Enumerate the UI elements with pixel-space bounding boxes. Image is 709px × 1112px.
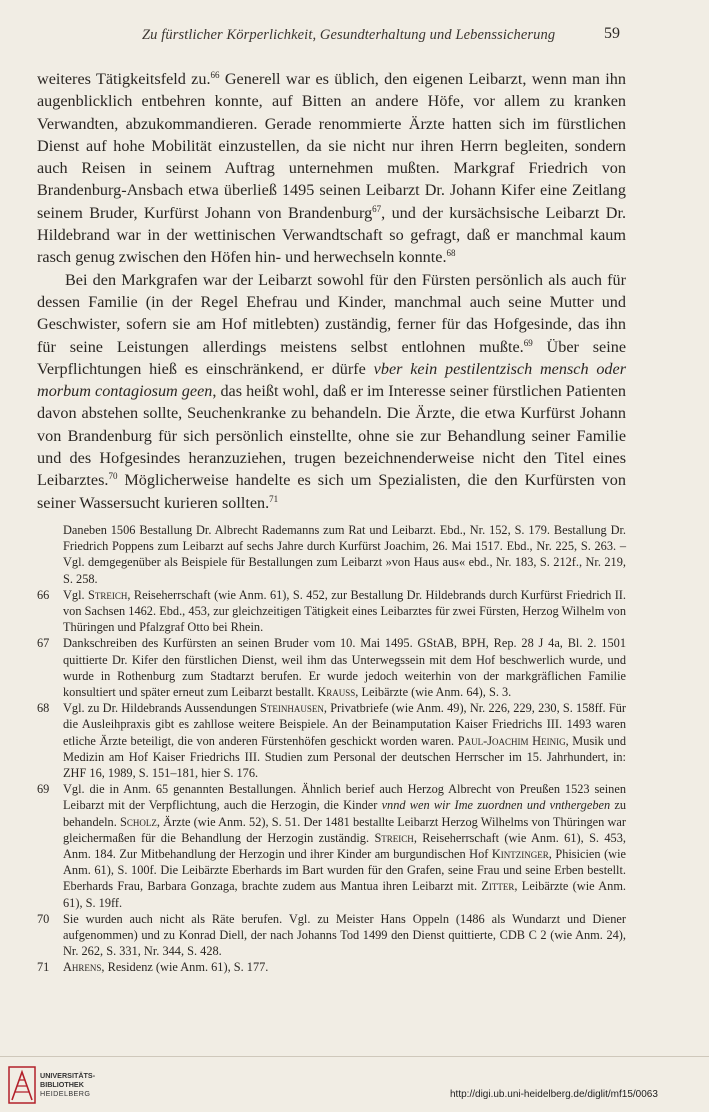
footnote-71: 71 Ahrens, Residenz (wie Anm. 61), S. 177. xyxy=(37,960,269,975)
running-title: Zu fürstlicher Körperlichkeit, Gesundterhaltung und Lebenssicherung xyxy=(142,27,556,43)
footnote-ref-66[interactable]: 66 xyxy=(210,70,220,80)
paragraph-1: weiteres Tätigkeitsfeld zu.$^{66}$ Generell war es üblich, den eigenen Leibarzt, wenn man ihn augenblicklich entbehren konnte, auf Bitten an andere Höfe, vor allem zu kranken Verwandten, abzukommandieren. Gerade renommierte Ärzte hatten sich im fürstlichen Dienst auf hohe Mobilität einzustellen, da sie nicht nur ihren Herrn begleiten, sondern auch Reisen in seinem Auftrag unternehmen mußten. Markgraf Friedrich von Brandenburg-Ansbach etwa überließ 1495 seinen Leibarzt Dr. Johann Kifer eine Zeitlang seinem Bruder, Kurfürst Johann von Brandenburg$^{67}$, und der kursächsische Leibarzt Dr. Hildebrand war in der wettinischen Verwandtschaft so gefragt, daß er manchmal kaum rasch genug zwischen den Höfen hin- und herwechseln konnte.$^{68}$ xyxy=(37,70,626,267)
library-name: UNIVERSITÄTS- BIBLIOTHEK HEIDELBERG xyxy=(40,1071,96,1098)
footnote-68: 68 Vgl. zu Dr. Hildebrands Aussendungen Steinhausen, Privatbriefe (wie Anm. 49), Nr. 226, 229, 230, S. 158ff. Für die Ausleihpraxis gibt es zahllose weitere Beispiele. An der Beinamputation Kaiser Friedrichs III. 1493 waren etliche Ärzte beteiligt, die von anderen Fürstenhöfen geschickt worden waren. Paul-Joachim Heinig, Musik und Medizin am Hof Kaiser Friedrichs III. Studien zum Personal der deutschen Herrscher im 15. Jahrhundert, in: ZHF 16, 1989, S. 151–181, hier S. 176. xyxy=(37,701,626,781)
latin-quote: vber kein pestilentzisch mensch oder morbum contagiosum geen xyxy=(37,359,627,401)
footnote-number: 71 xyxy=(37,960,50,975)
footnote-number: 66 xyxy=(37,587,50,602)
footnote-ref-67[interactable]: 67 xyxy=(372,203,382,214)
page-number: 59 xyxy=(604,25,620,42)
footnote-number: 69 xyxy=(37,782,50,797)
footnote-number: 70 xyxy=(37,911,50,926)
page-header xyxy=(0,27,709,49)
footnote-number: 67 xyxy=(37,636,50,651)
footnotes xyxy=(37,522,626,976)
footer-divider xyxy=(0,1056,709,1057)
footnote-69: 69 Vgl. die in Anm. 65 genannten Bestallungen. Ähnlich berief auch Herzog Albrecht von Preußen 1523 seinen Leibarzt mit der Verpflichtung, auch die Herzogin, die Kinder vnnd wen wir Ime zuordnen und vnthergeben zu behandeln. Scholz, Ärzte (wie Anm. 52), S. 51. Der 1481 bestallte Leibarzt Herzog Wilhelms von Thüringen war gleichermaßen für die Behandlung der Herzogin zuständig. Streich, Reiseherrschaft (wie Anm. 61), S. 453, Anm. 184. Zur Mitbehandlung der Herzogin und ihrer Kinder am burgundischen Hof Kintzinger, Phisicien (wie Anm. 61), S. 100f. Die Leibärzte Eberhards im Bart wurden für den Grafen, seine Frau und seine Erben bestellt. Eberhards Frau, Barbara Gonzaga, brachte zudem aus Mantua ihren Leibarzt mit. Zitter, Leibärzte (wie Anm. 61), S. 19ff. xyxy=(37,782,626,910)
main-text xyxy=(37,68,626,514)
paragraph-2: Bei den Markgrafen war der Leibarzt sowohl für den Fürsten persönlich als auch für dessen Familie (in der Regel Ehefrau und Kinder, manchmal auch seine Mutter und Geschwister, sofern sie am Hof mitlebten) zuständig, ferner für das Hofgesinde, das ihn für seine Leistungen allerdings meistens selbst entlohnen mußte.$^{69}$ Über seine Verpflichtungen hieß es einschränkend, er dürfe vber kein pestilentzisch mensch oder morbum contagiosum geen, das heißt wohl, daß er im Interesse seiner fürstlichen Patienten davon abstehen sollte, Seuchenkranke zu behandeln. Die Ärzte, die etwa Kurfürst Johann von Brandenburg für sich persönlich einstellte, ohne sie zur Behandlung seiner Familie und des Hofgesindes heranzuziehen, trugen bezeichnenderweise nicht den Titel eines Leibarztes.$^{70}$ Möglicherweise handelte es sich um Spezialisten, die den Kurfürsten von seiner Wassersucht kurieren sollten.$^{71}$ xyxy=(37,270,627,512)
footnote-67: 67 Dankschreiben des Kurfürsten an seinen Bruder vom 10. Mai 1495. GStAB, BPH, Rep. 28 J 4a, Bl. 2. 1501 quittierte Dr. Kifer den fürstlichen Dienst, weil ihm das Unterwegssein mit dem Hof beschwerlich wurde, und wurde in Rothenburg zum Stadtarzt berufen. Er wurde jedoch weiterhin von der markgräflichen Familie konsultiert und später erneut zum Leibarzt bestallt. Krauss, Leibärzte (wie Anm. 64), S. 3. xyxy=(37,636,626,700)
footnote-ref-69[interactable]: 69 xyxy=(523,337,533,348)
footnote-continuation: Daneben 1506 Bestallung Dr. Albrecht Rademanns zum Rat und Leibarzt. Ebd., Nr. 152, S. 179. Bestallung Dr. Friedrich Poppens zum Leibarzt auf sechs Jahre durch Kurfürst Joachim, 26. Mai 1517. Ebd., Nr. 225, S. 263. – Vgl. demgegenüber als Beispiele für Bestallungen zum Leibarzt »von Haus aus« ebd., Nr. 183, S. 212f., Nr. 219, S. 258. xyxy=(63,523,626,586)
library-logo-icon xyxy=(8,1066,36,1104)
footnote-ref-68[interactable]: 68 xyxy=(446,248,456,259)
footnote-66: 66 Vgl. Streich, Reiseherrschaft (wie Anm. 61), S. 452, zur Bestallung Dr. Hildebrands durch Kurfürst Friedrich II. von Sachsen 1462. Ebd., 453, zur gleichzeitigen Tätigkeit eines Leibarztes für zwei Fürsten, Herzog Wilhelm von Thüringen und Pfalzgraf Otto bei Rhein. xyxy=(37,587,627,635)
footnote-number: 68 xyxy=(37,701,50,716)
footnote-70: 70 Sie wurden auch nicht als Räte berufen. Vgl. zu Meister Hans Oppeln (1486 als Wundarzt und Diener aufgenommen) und zu Konrad Diell, der nach Johanns Tod 1499 den Dienst quittierte, CDB C 2 (wie Anm. 24), Nr. 262, S. 331, Nr. 344, S. 428. xyxy=(37,911,626,959)
footnote-ref-70[interactable]: 70 xyxy=(108,471,118,482)
source-url-link[interactable]: http://digi.ub.uni-heidelberg.de/diglit/mf15/0063 xyxy=(450,1089,658,1100)
footnote-ref-71[interactable]: 71 xyxy=(269,493,279,504)
